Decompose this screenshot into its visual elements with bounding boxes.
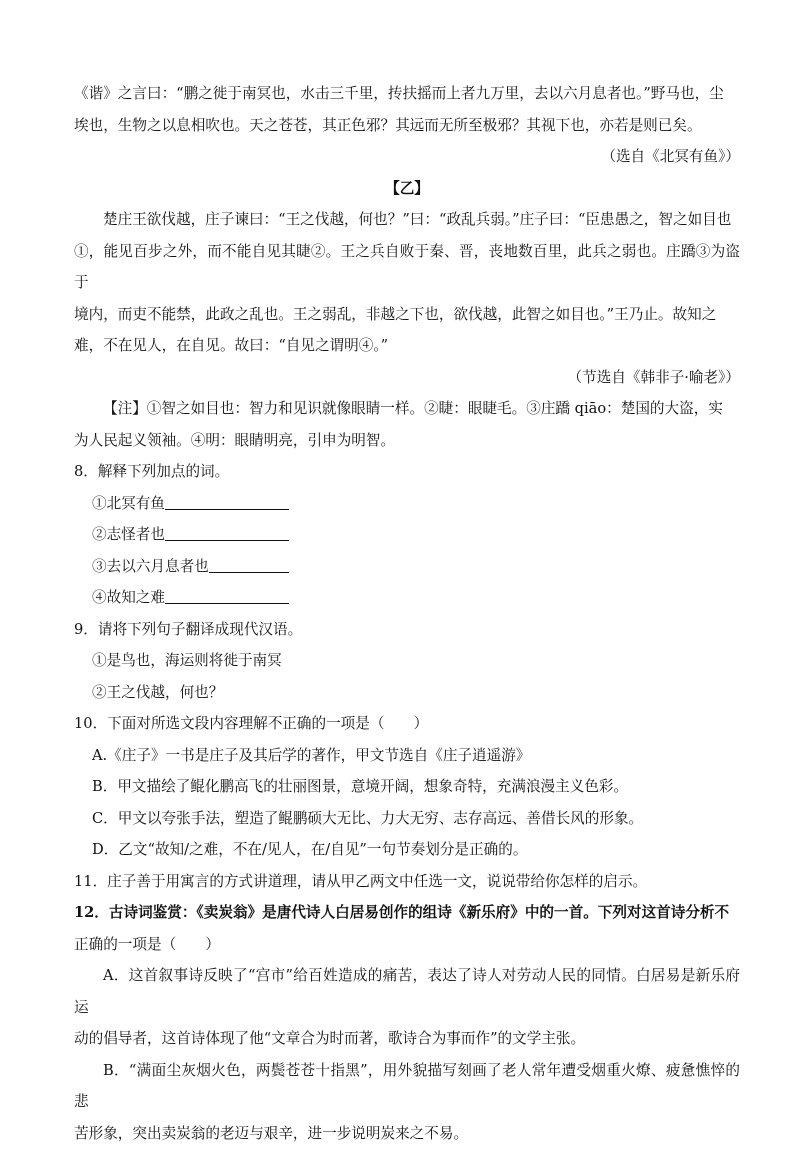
exam-page [74,78,740,1149]
passage-yi-line: 难，不在见人，在自见。故曰：“自见之谓明④。” [74,330,740,362]
question-11-stem: 11．庄子善于用寓言的方式讲道理，请从甲乙两文中任选一文，说说带给你怎样的启示。 [74,866,740,898]
question-10-option-d: D．乙文“故知/之难，不在/见人，在/自见”一句节奏划分是正确的。 [74,834,740,866]
answer-blank[interactable] [165,493,289,510]
question-10-option-c: C．甲文以夸张手法，塑造了鲲鹏硕大无比、力大无穷、志存高远、善借长风的形象。 [74,803,740,835]
passage-jia-line: 《谐》之言曰：“鹏之徙于南冥也，水击三千里，抟扶摇而上者九万里，去以六月息者也。”野马也，尘 [74,78,740,110]
passage-yi-source: （节选自《韩非子·喻老》） [74,362,740,394]
question-12-stem: 正确的一项是（ ） [74,929,740,961]
question-8-item [74,488,740,520]
notes-line: 【注】①智之如目也：智力和见识就像眼睛一样。②睫：眼睫毛。③庄蹻 qiāo：楚国的大盗，实 [74,393,740,425]
passage-yi-line: 楚庄王欲伐越，庄子谏曰：“王之伐越，何也？”曰：“政乱兵弱。”庄子曰：“臣患愚之，智之如目也 [74,204,740,236]
passage-jia-source: （选自《北冥有鱼》） [74,141,740,173]
item-text: ④故知之难 [92,589,165,606]
question-10-option-b: B．甲文描绘了鲲化鹏高飞的壮丽图景，意境开阔，想象奇特，充满浪漫主义色彩。 [74,771,740,803]
question-12-option-a: A．这首叙事诗反映了“宫市”给百姓造成的痛苦，表达了诗人对劳动人民的同情。白居易是新乐府运 [74,960,740,1023]
passage-yi-line: 境内，而吏不能禁，此政之乱也。王之弱乱，非越之下也，欲伐越，此智之如目也。”王乃止。故知之 [74,299,740,331]
question-9-item: ①是鸟也，海运则将徙于南冥 [74,645,740,677]
question-12-option-b: 苦形象，突出卖炭翁的老迈与艰辛，进一步说明炭来之不易。 [74,1118,740,1149]
question-8-item [74,551,740,583]
question-8-item [74,519,740,551]
question-10-option-a: A.《庄子》一书是庄子及其后学的著作，甲文节选自《庄子逍遥游》 [74,740,740,772]
passage-jia-line: 埃也，生物之以息相吹也。天之苍苍，其正色邪？其远而无所至极邪？其视下也，亦若是则已矣。 [74,110,740,142]
notes-line: 为人民起义领袖。④明：眼睛明亮，引申为明智。 [74,425,740,457]
answer-blank[interactable] [165,524,289,541]
item-text: ①北冥有鱼 [92,495,165,512]
item-text: ②志怪者也 [92,526,165,543]
answer-blank[interactable] [165,587,289,604]
passage-yi-heading: 【乙】 [74,173,740,205]
question-8-stem: 8．解释下列加点的词。 [74,456,740,488]
question-9-stem: 9．请将下列句子翻译成现代汉语。 [74,614,740,646]
question-9-item: ②王之伐越，何也？ [74,677,740,709]
question-8-item [74,582,740,614]
passage-yi-line: ①，能见百步之外，而不能自见其睫②。王之兵自败于秦、晋，丧地数百里，此兵之弱也。庄蹻③为盗于 [74,236,740,299]
item-text: ③去以六月息者也 [92,558,209,575]
question-10-stem: 10．下面对所选文段内容理解不正确的一项是（ ） [74,708,740,740]
question-12-stem: 12．古诗词鉴赏：《卖炭翁》是唐代诗人白居易创作的组诗《新乐府》中的一首。下列对这首诗分析不 [74,897,740,929]
question-12-option-a: 动的倡导者，这首诗体现了他“文章合为时而著，歌诗合为事而作”的文学主张。 [74,1023,740,1055]
answer-blank[interactable] [209,556,289,573]
question-12-option-b: B．“满面尘灰烟火色，两鬓苍苍十指黑”，用外貌描写刻画了老人常年遭受烟重火燎、疲惫憔悴的悲 [74,1055,740,1118]
